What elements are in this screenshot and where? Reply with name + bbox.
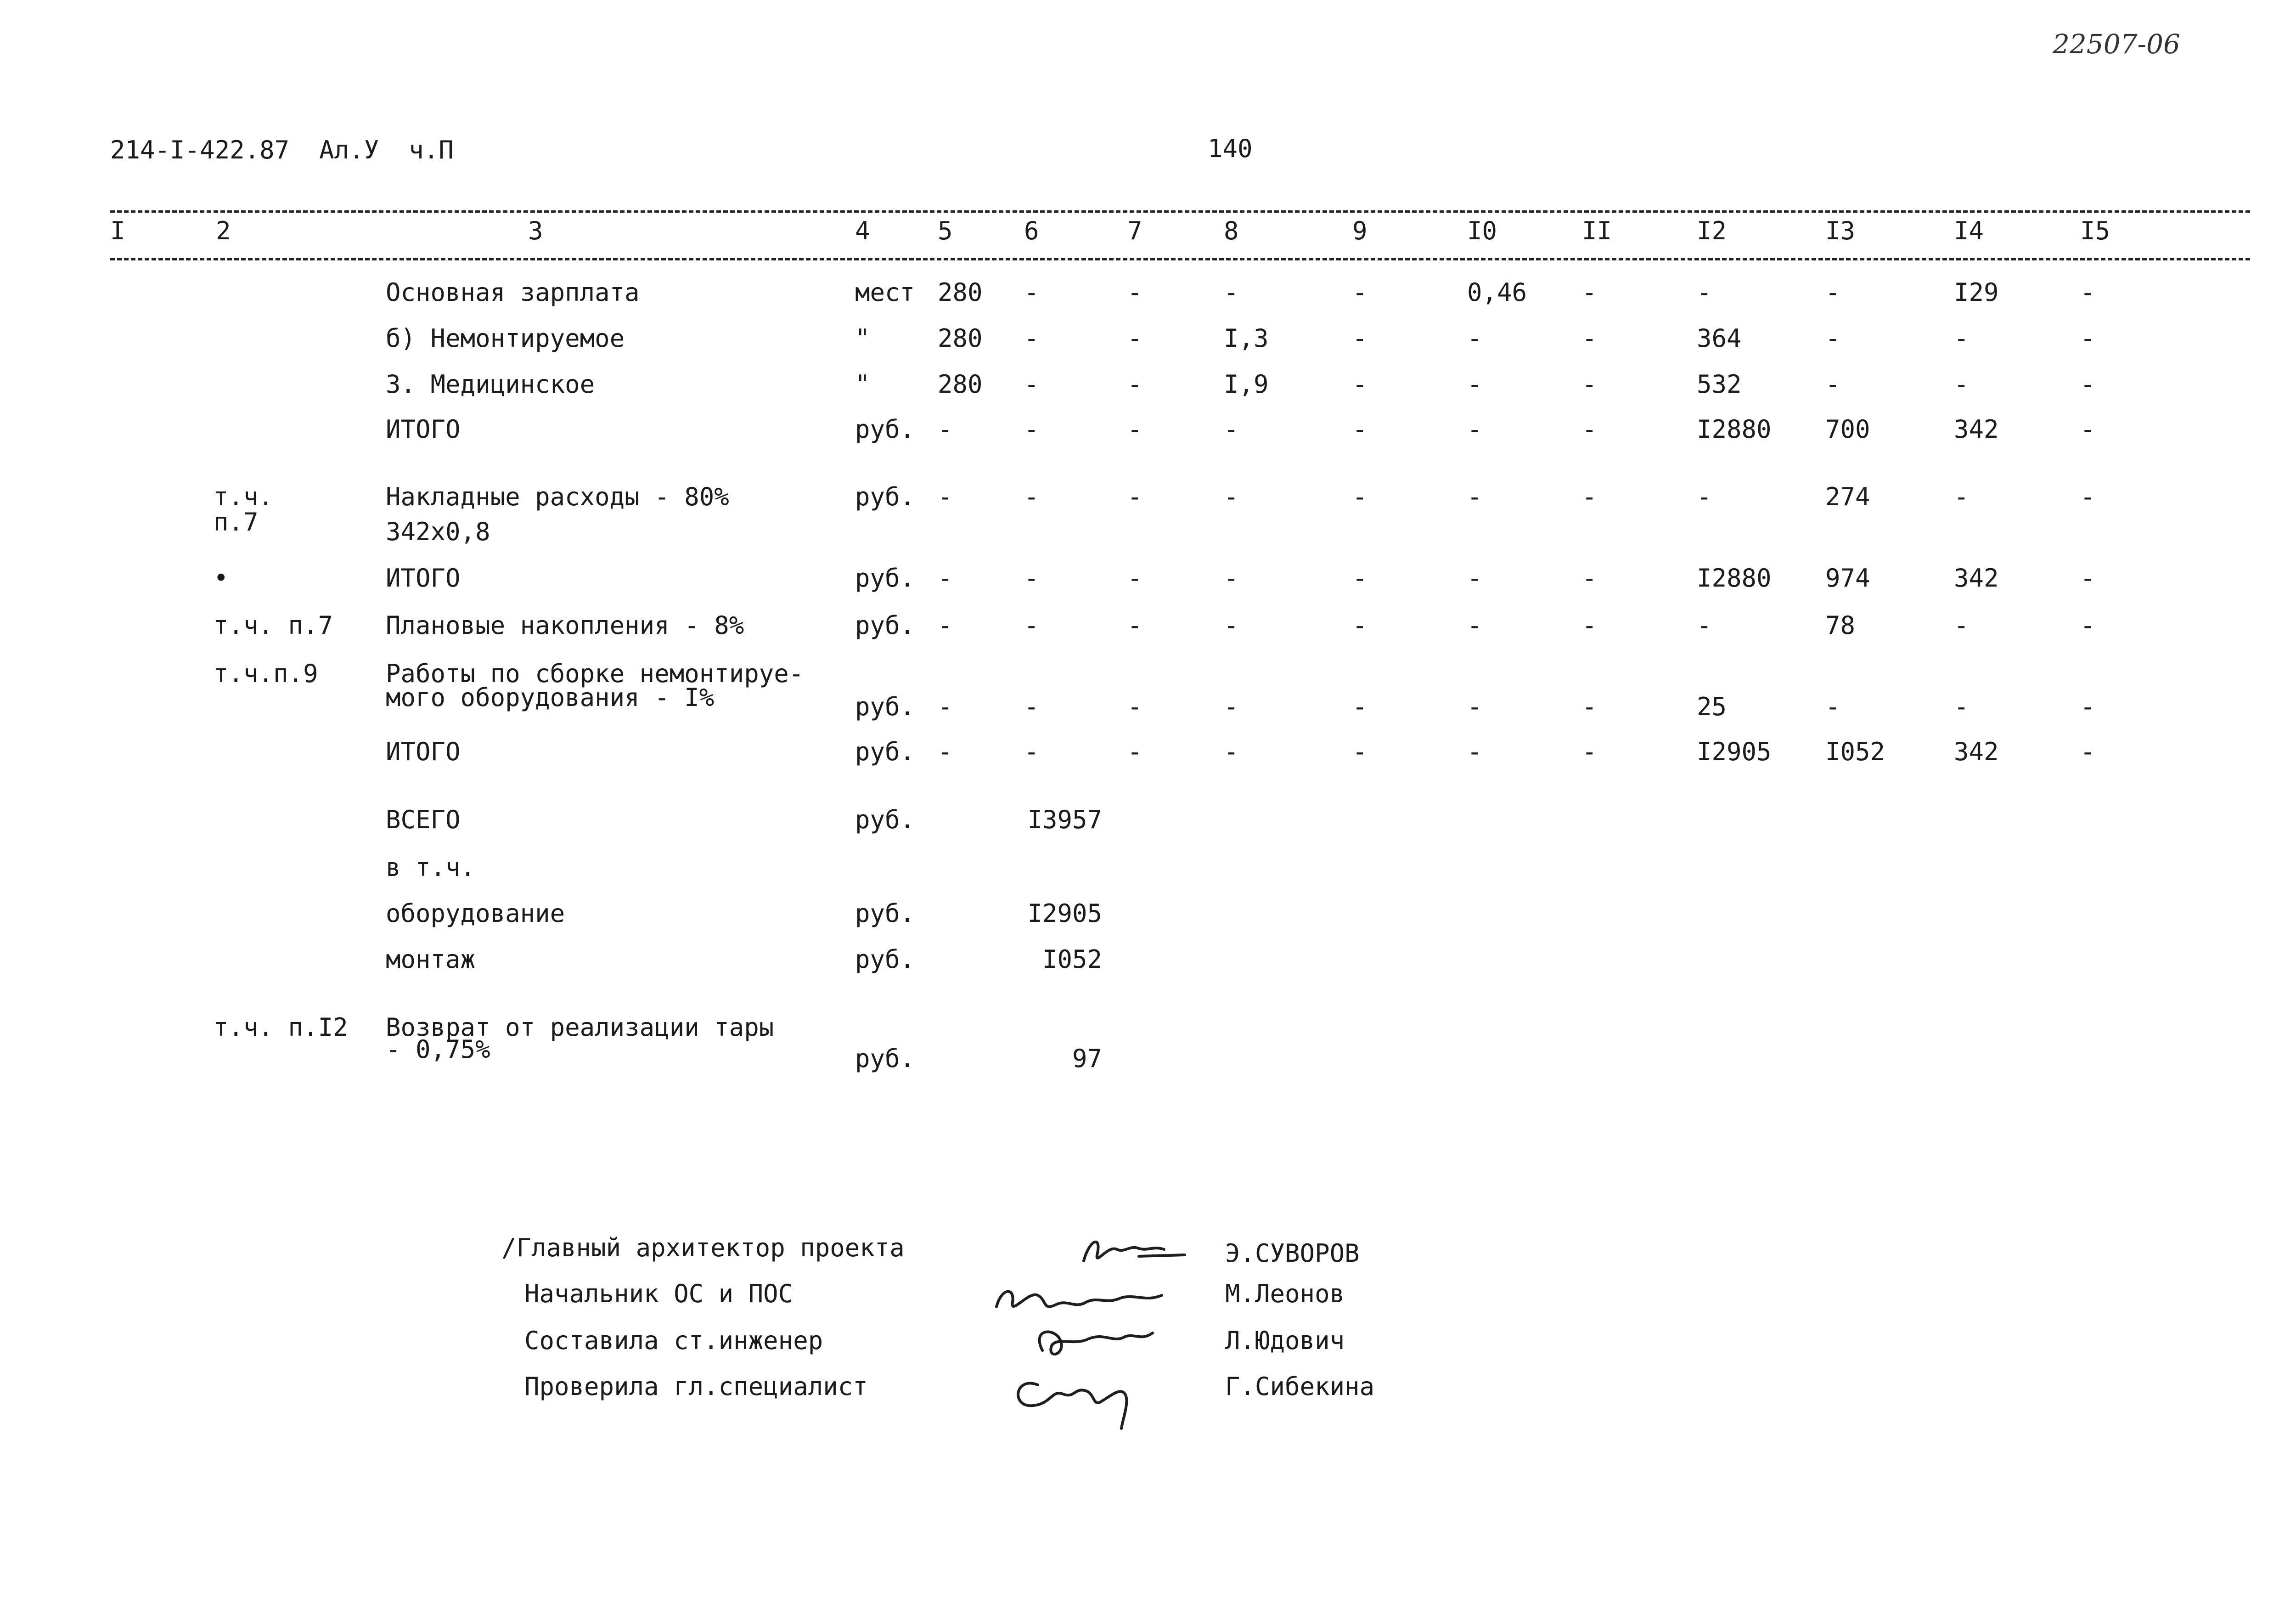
cell-col-10: - <box>1467 482 1482 511</box>
signature-role: Составила ст.инженер <box>524 1326 823 1355</box>
cell-col-13: 274 <box>1825 482 1870 511</box>
cell-col-5: - <box>938 737 953 766</box>
row-unit: руб. <box>855 945 915 974</box>
doc-code <box>110 138 454 163</box>
cell-col-7: - <box>1127 611 1142 640</box>
cell-col-13: 78 <box>1825 611 1856 640</box>
cell-col-11: - <box>1582 482 1597 511</box>
row-unit: руб. <box>855 899 915 928</box>
cell-col-9: - <box>1352 415 1367 444</box>
row-unit: руб. <box>855 611 915 640</box>
cell-col-14: - <box>1954 324 1969 353</box>
column-header: I4 <box>1954 216 1984 245</box>
column-header: 6 <box>1024 216 1039 245</box>
cell-col-13: I052 <box>1825 737 1885 766</box>
cell-col-11: - <box>1582 278 1597 307</box>
cell-col-5: - <box>938 692 953 721</box>
column-header: 2 <box>216 216 231 245</box>
cell-col-12: I2880 <box>1697 415 1772 444</box>
cell-col-11: - <box>1582 324 1597 353</box>
row-reference: т.ч. п.I2 <box>214 1013 348 1042</box>
row-description: 342x0,8 <box>386 517 490 546</box>
signature-name: Г.Сибекина <box>1225 1372 1375 1401</box>
cell-col-15: - <box>2080 611 2095 640</box>
column-header: I2 <box>1697 216 1727 245</box>
cell-col-12: 25 <box>1697 692 1727 721</box>
cell-col-14: I29 <box>1954 278 1999 307</box>
row-unit: руб. <box>855 737 915 766</box>
cell-col-8: - <box>1224 611 1239 640</box>
cell-col-15: - <box>2080 324 2095 353</box>
cell-col-9: - <box>1352 737 1367 766</box>
column-header: 8 <box>1224 216 1239 245</box>
cell-col-9: - <box>1352 482 1367 511</box>
cell-col-12: - <box>1697 611 1712 640</box>
cell-col-8: - <box>1224 482 1239 511</box>
row-description: - 0,75% <box>386 1035 490 1064</box>
row-reference: п.7 <box>214 508 259 536</box>
column-header: 5 <box>938 216 953 245</box>
column-header: I5 <box>2080 216 2110 245</box>
cell-col-14: 342 <box>1954 415 1999 444</box>
cell-col-12: I2905 <box>1697 737 1772 766</box>
cell-col-14: 342 <box>1954 737 1999 766</box>
column-header: I <box>110 216 125 245</box>
row-description: ИТОГО <box>386 415 461 444</box>
row-reference: т.ч.п.9 <box>214 659 318 688</box>
row-description: Плановые накопления - 8% <box>386 611 744 640</box>
signature-role: Проверила гл.специалист <box>524 1372 868 1401</box>
column-header: I0 <box>1467 216 1497 245</box>
cell-col-15: - <box>2080 692 2095 721</box>
cell-col-9: - <box>1352 324 1367 353</box>
cell-col-6: - <box>1024 278 1039 307</box>
stamp-number: 22507-06 <box>2053 28 2180 60</box>
cell-col-6: - <box>1024 324 1039 353</box>
cell-col-10: - <box>1467 611 1482 640</box>
total-value: I2905 <box>1027 899 1102 928</box>
cell-col-11: - <box>1582 692 1597 721</box>
cell-col-15: - <box>2080 737 2095 766</box>
row-description: 3. Медицинское <box>386 370 595 399</box>
cell-col-6: - <box>1024 370 1039 399</box>
cell-col-9: - <box>1352 370 1367 399</box>
row-reference: т.ч. п.7 <box>214 611 333 640</box>
doc-code-number: 214-I-422.87 <box>110 136 290 164</box>
cell-col-15: - <box>2080 415 2095 444</box>
cell-col-5: - <box>938 415 953 444</box>
row-description: Накладные расходы - 80% <box>386 482 729 511</box>
cell-col-8: - <box>1224 415 1239 444</box>
cell-col-15: - <box>2080 278 2095 307</box>
cell-col-13: 700 <box>1825 415 1870 444</box>
cell-col-13: - <box>1825 370 1840 399</box>
total-value: I052 <box>1042 945 1102 974</box>
cell-col-5: 280 <box>938 324 983 353</box>
cell-col-15: - <box>2080 564 2095 593</box>
cell-col-7: - <box>1127 482 1142 511</box>
cell-col-11: - <box>1582 564 1597 593</box>
cell-col-8: - <box>1224 278 1239 307</box>
row-unit: " <box>855 324 870 353</box>
cell-col-8: I,3 <box>1224 324 1269 353</box>
cell-col-6: - <box>1024 482 1039 511</box>
cell-col-7: - <box>1127 278 1142 307</box>
cell-col-11: - <box>1582 370 1597 399</box>
handwritten-signatures <box>987 1213 1226 1442</box>
row-description: ИТОГО <box>386 737 461 766</box>
signature-role: Начальник ОС и ПОС <box>524 1279 793 1308</box>
cell-col-12: - <box>1697 482 1712 511</box>
cell-col-7: - <box>1127 415 1142 444</box>
cell-col-6: - <box>1024 692 1039 721</box>
row-description: монтаж <box>386 945 476 974</box>
cell-col-11: - <box>1582 415 1597 444</box>
doc-part: ч.П <box>409 136 454 164</box>
row-unit: " <box>855 370 870 399</box>
cell-col-8: - <box>1224 564 1239 593</box>
column-header: 7 <box>1127 216 1142 245</box>
cell-col-8: - <box>1224 692 1239 721</box>
row-unit: руб. <box>855 692 915 721</box>
row-unit: руб. <box>855 564 915 593</box>
row-description: б) Немонтируемое <box>386 324 625 353</box>
header-rule-bottom <box>110 258 2250 260</box>
cell-col-11: - <box>1582 611 1597 640</box>
cell-col-5: - <box>938 611 953 640</box>
cell-col-5: - <box>938 482 953 511</box>
row-reference: т.ч. <box>214 482 274 511</box>
cell-col-7: - <box>1127 324 1142 353</box>
cell-col-6: - <box>1024 415 1039 444</box>
row-description: Работы по сборке немонтируе- <box>386 659 804 688</box>
column-header: II <box>1582 216 1612 245</box>
cell-col-10: - <box>1467 564 1482 593</box>
cell-col-10: - <box>1467 415 1482 444</box>
cell-col-8: I,9 <box>1224 370 1269 399</box>
total-value: 97 <box>1072 1044 1102 1073</box>
page-number: 140 <box>1208 134 1253 163</box>
signature-name: Л.Юдович <box>1225 1326 1345 1355</box>
column-header: 3 <box>528 216 543 245</box>
row-description: ВСЕГО <box>386 805 461 834</box>
cell-col-15: - <box>2080 370 2095 399</box>
cell-col-7: - <box>1127 370 1142 399</box>
cell-col-5: 280 <box>938 370 983 399</box>
row-unit: руб. <box>855 482 915 511</box>
cell-col-10: - <box>1467 370 1482 399</box>
signature-name: Э.СУВОРОВ <box>1225 1239 1360 1268</box>
row-description: Возврат от реализации тары <box>386 1013 774 1042</box>
cell-col-10: - <box>1467 737 1482 766</box>
signature-role: /Главный архитектор проекта <box>501 1233 905 1262</box>
cell-col-6: - <box>1024 737 1039 766</box>
row-description: Основная зарплата <box>386 278 640 307</box>
cell-col-14: - <box>1954 692 1969 721</box>
cell-col-11: - <box>1582 737 1597 766</box>
cell-col-9: - <box>1352 278 1367 307</box>
cell-col-14: - <box>1954 611 1969 640</box>
cell-col-12: 532 <box>1697 370 1742 399</box>
column-header: I3 <box>1825 216 1856 245</box>
row-unit: мест <box>855 278 915 307</box>
total-value: I3957 <box>1027 805 1102 834</box>
cell-col-7: - <box>1127 737 1142 766</box>
header-rule-top <box>110 210 2250 213</box>
column-header: 9 <box>1352 216 1367 245</box>
cell-col-10: - <box>1467 692 1482 721</box>
cell-col-15: - <box>2080 482 2095 511</box>
cell-col-10: 0,46 <box>1467 278 1527 307</box>
cell-col-9: - <box>1352 692 1367 721</box>
doc-album: Ал.У <box>319 136 379 164</box>
cell-col-13: 974 <box>1825 564 1870 593</box>
cell-col-12: I2880 <box>1697 564 1772 593</box>
cell-col-14: 342 <box>1954 564 1999 593</box>
cell-col-9: - <box>1352 564 1367 593</box>
signature-name: М.Леонов <box>1225 1279 1345 1308</box>
row-description: ИТОГО <box>386 564 461 593</box>
cell-col-10: - <box>1467 324 1482 353</box>
cell-col-13: - <box>1825 692 1840 721</box>
cell-col-5: - <box>938 564 953 593</box>
cell-col-14: - <box>1954 370 1969 399</box>
cell-col-13: - <box>1825 324 1840 353</box>
cell-col-9: - <box>1352 611 1367 640</box>
cell-col-6: - <box>1024 611 1039 640</box>
row-description: в т.ч. <box>386 853 476 882</box>
cell-col-12: 364 <box>1697 324 1742 353</box>
cell-col-12: - <box>1697 278 1712 307</box>
row-description: мого оборудования - I% <box>386 683 715 712</box>
row-description: оборудование <box>386 899 565 928</box>
cell-col-5: 280 <box>938 278 983 307</box>
cell-col-6: - <box>1024 564 1039 593</box>
cell-col-7: - <box>1127 692 1142 721</box>
column-header: 4 <box>855 216 870 245</box>
row-unit: руб. <box>855 415 915 444</box>
cell-col-7: - <box>1127 564 1142 593</box>
cell-col-14: - <box>1954 482 1969 511</box>
row-unit: руб. <box>855 805 915 834</box>
row-unit: руб. <box>855 1044 915 1073</box>
cell-col-13: - <box>1825 278 1840 307</box>
row-reference: • <box>214 564 229 593</box>
cell-col-8: - <box>1224 737 1239 766</box>
